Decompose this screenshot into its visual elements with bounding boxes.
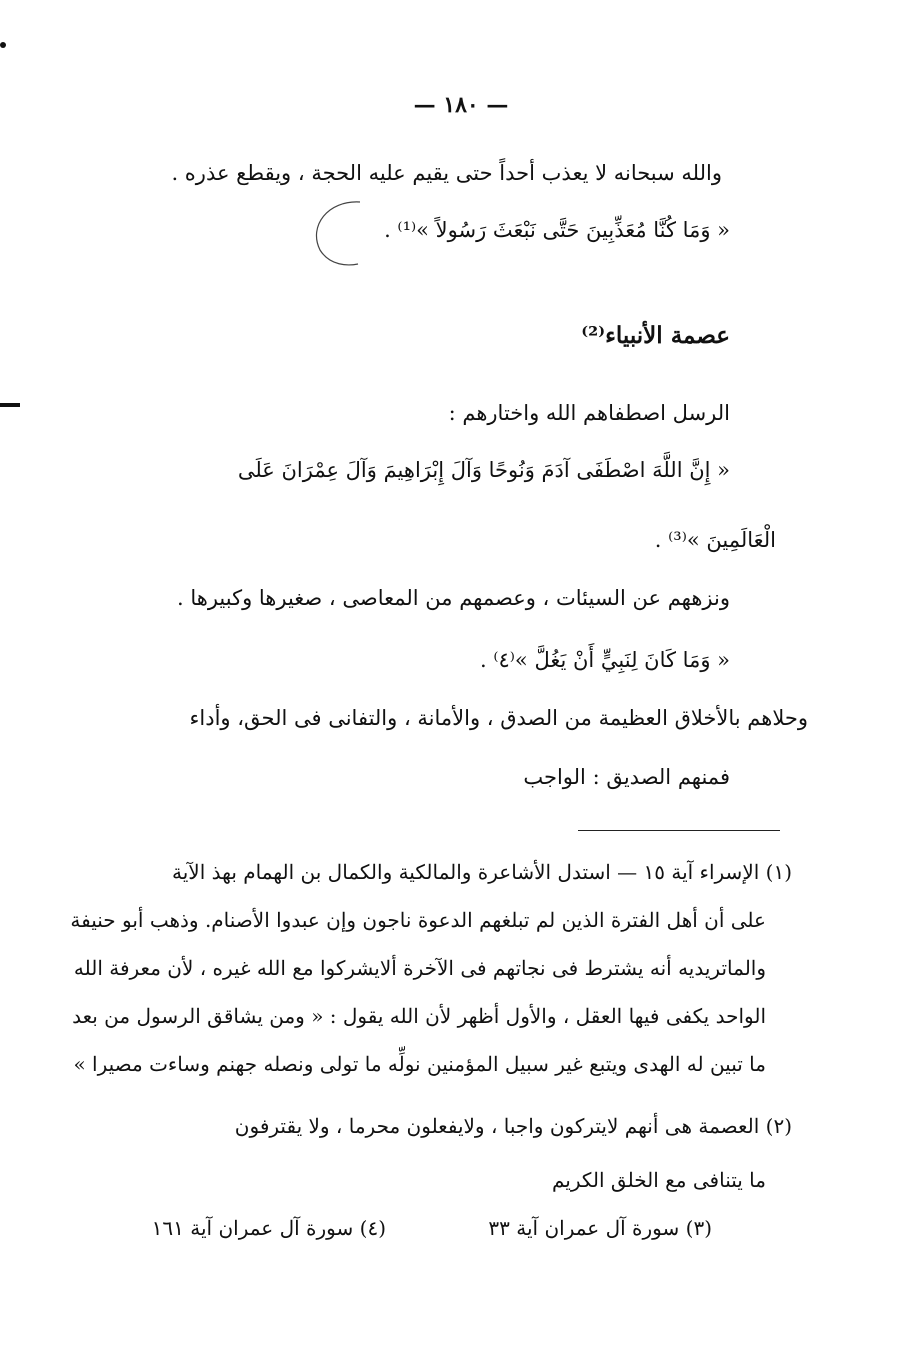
scan-speck: [0, 42, 6, 48]
quran-verse-1: « وَمَا كُنَّا مُعَذِّبِينَ حَتَّى نَبْعَثَ رَسُولاً »⁽¹⁾ .: [384, 218, 730, 242]
quran-verse-3: « وَمَا كَانَ لِنَبِيٍّ أَنْ يَغُلَّ »⁽٤⁾ .: [479, 648, 730, 672]
footnote-2-line-1: (٢) العصمة هى أنهم لايتركون واجبا ، ولايفعلون محرما ، ولا يقترفون: [234, 1114, 792, 1138]
footnote-1-line-3: والماتريديه أنه يشترط فى نجاتهم فى الآخرة ألايشركوا مع الله غيره ، لأن معرفة الله: [73, 956, 766, 980]
section-heading: عصمة الأنبياء⁽²⁾: [581, 322, 730, 349]
footnote-separator: [578, 830, 780, 831]
scan-margin-mark: [0, 403, 20, 407]
morals-line-2: فمنهم الصديق : الواجب: [523, 765, 730, 789]
quran-verse-2-line-2: الْعَالَمِينَ »⁽³⁾ .: [654, 528, 776, 552]
footnote-4: (٤) سورة آل عمران آية ١٦١: [151, 1216, 386, 1240]
decorative-bracket-arc: [300, 196, 370, 270]
intro-line: والله سبحانه لا يعذب أحداً حتى يقيم عليه الحجة ، ويقطع عذره .: [171, 161, 722, 185]
footnote-1-line-2: على أن أهل الفترة الذين لم تبلغهم الدعوة ناجون وإن عبدوا الأصنام. وذهب أبو حنيفة: [70, 908, 766, 932]
chosen-line: الرسل اصطفاهم الله واختارهم :: [448, 401, 730, 425]
quran-verse-2-line-1: « إِنَّ اللَّهَ اصْطَفَى آدَمَ وَنُوحًا وَآلَ إِبْرَاهِيمَ وَآلَ عِمْرَانَ عَلَى: [237, 458, 730, 482]
footnote-3: (٣) سورة آل عمران آية ٣٣: [488, 1216, 712, 1240]
purity-line: ونزههم عن السيئات ، وعصمهم من المعاصى ، صغيرها وكبيرها .: [177, 586, 730, 610]
footnote-2-line-2: ما يتنافى مع الخلق الكريم: [551, 1168, 766, 1192]
footnote-1-line-5: ما تبين له الهدى ويتبع غير سبيل المؤمنين نولِّه ما تولى ونصله جهنم وساءت مصيرا »: [73, 1052, 766, 1076]
morals-line-1: وحلاهم بالأخلاق العظيمة من الصدق ، والأمانة ، والتفانى فى الحق، وأداء: [189, 706, 808, 730]
page-number: — ١٨٠ —: [413, 92, 509, 118]
footnote-1-line-1: (١) الإسراء آية ١٥ — استدل الأشاعرة والمالكية والكمال بن الهمام بهذ الآية: [172, 860, 792, 884]
footnote-1-line-4: الواحد يكفى فيها العقل ، والأول أظهر لأن الله يقول : « ومن يشاقق الرسول من بعد: [72, 1004, 766, 1028]
